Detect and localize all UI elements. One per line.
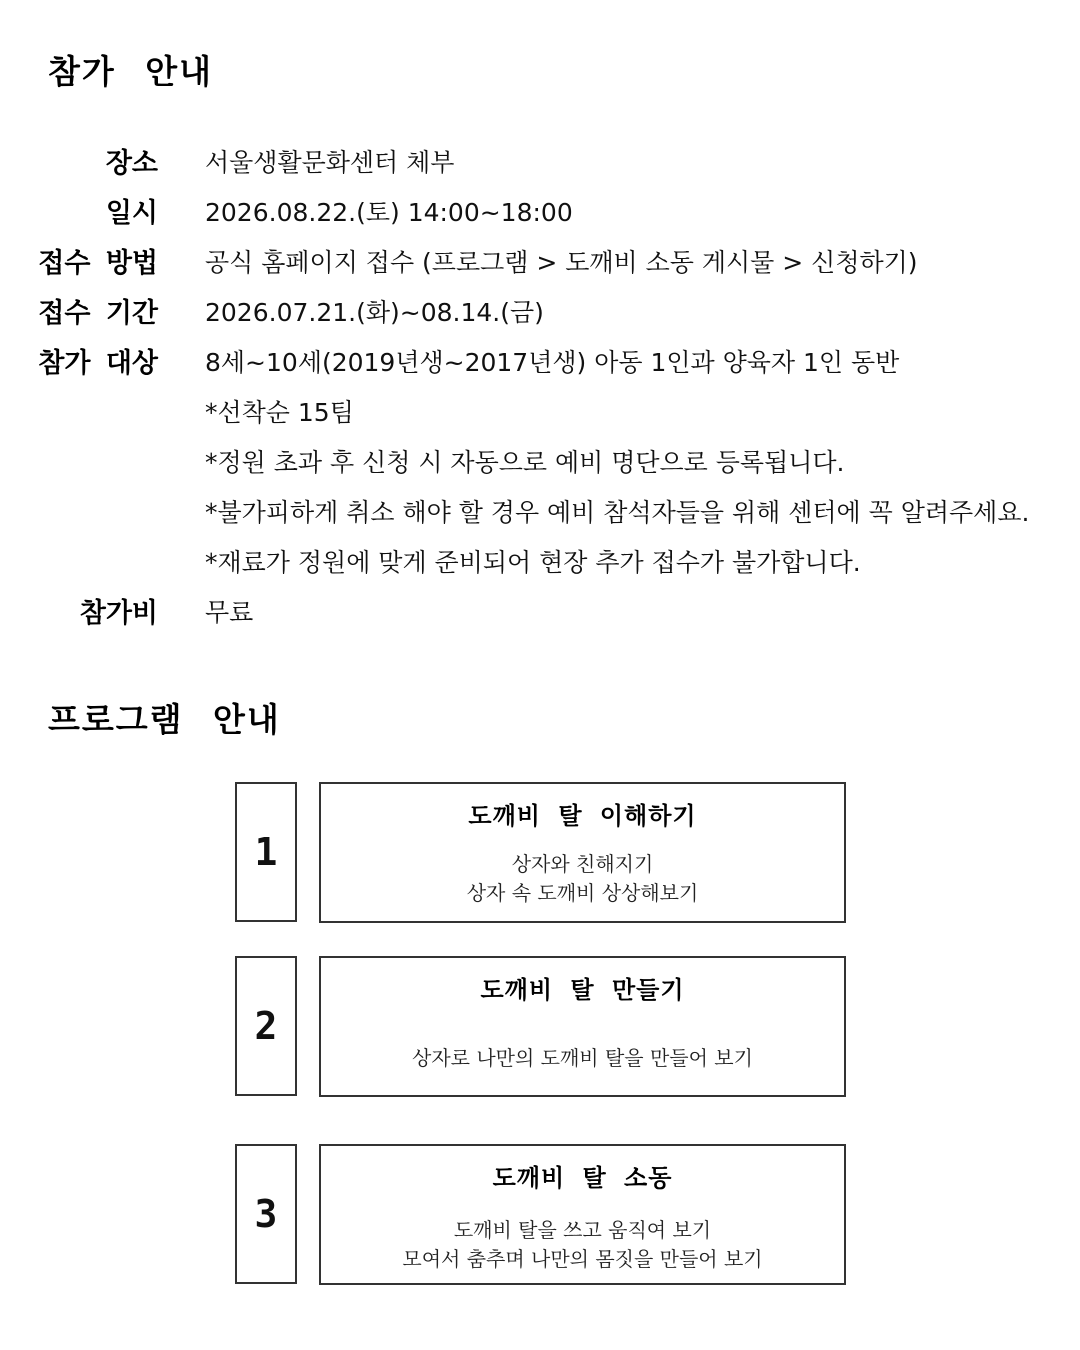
step-title-1: 도깨비 탈 이해하기 [468, 802, 697, 830]
info-row-apply-period [0, 287, 1080, 337]
info-value-place: 서울생활문화센터 체부 [205, 148, 455, 177]
step-title-3: 도깨비 탈 소동 [492, 1164, 673, 1192]
step-desc-3-line-1: 도깨비 탈을 쓰고 움직여 보기 [453, 1218, 712, 1242]
step-title-2: 도깨비 탈 만들기 [480, 976, 685, 1004]
info-label-apply-period: 접수 기간 [38, 298, 158, 329]
step-desc-3-line-2: 모여서 춤추며 나만의 몸짓을 만들어 보기 [402, 1247, 763, 1271]
info-value-target: 8세~10세(2019년생~2017년생) 아동 1인과 양육자 1인 동반 [205, 348, 900, 377]
info-section-title: 참가 안내 [48, 52, 214, 91]
step-card-1 [319, 782, 846, 923]
program-section-title: 프로그램 안내 [48, 700, 281, 739]
note-first-come: *선착순 15팀 [205, 398, 354, 427]
step-desc-1-line-1: 상자와 친해지기 [511, 852, 654, 876]
step-card-3 [319, 1144, 846, 1285]
step-number-3: 3 [235, 1144, 297, 1284]
info-value-date: 2026.08.22.(토) 14:00~18:00 [205, 198, 573, 227]
info-label-target: 참가 대상 [38, 348, 158, 379]
info-row-target [0, 337, 1080, 387]
note-no-onsite: *재료가 정원에 맞게 준비되어 현장 추가 접수가 불가합니다. [205, 548, 861, 577]
info-label-apply-method: 접수 방법 [38, 248, 158, 279]
info-row-apply-method [0, 237, 1080, 287]
info-row-place [0, 137, 1080, 187]
step-number-1: 1 [235, 782, 297, 922]
step-number-2: 2 [235, 956, 297, 1096]
step-desc-1-line-2: 상자 속 도깨비 상상해보기 [466, 881, 699, 905]
info-value-apply-period: 2026.07.21.(화)~08.14.(금) [205, 298, 544, 327]
info-row-date [0, 187, 1080, 237]
info-row-fee [0, 587, 1080, 637]
note-cancel: *불가피하게 취소 해야 할 경우 예비 참석자들을 위해 센터에 꼭 알려주세요. [205, 498, 1030, 527]
info-value-apply-method: 공식 홈페이지 접수 (프로그램 > 도깨비 소동 게시물 > 신청하기) [205, 248, 918, 277]
note-waitlist: *정원 초과 후 신청 시 자동으로 예비 명단으로 등록됩니다. [205, 448, 845, 477]
info-label-date: 일시 [105, 198, 158, 229]
info-label-fee: 참가비 [79, 598, 158, 629]
step-card-2 [319, 956, 846, 1097]
step-desc-2-line-1: 상자로 나만의 도깨비 탈을 만들어 보기 [412, 1046, 753, 1070]
info-label-place: 장소 [105, 148, 158, 179]
info-value-fee: 무료 [205, 598, 254, 627]
